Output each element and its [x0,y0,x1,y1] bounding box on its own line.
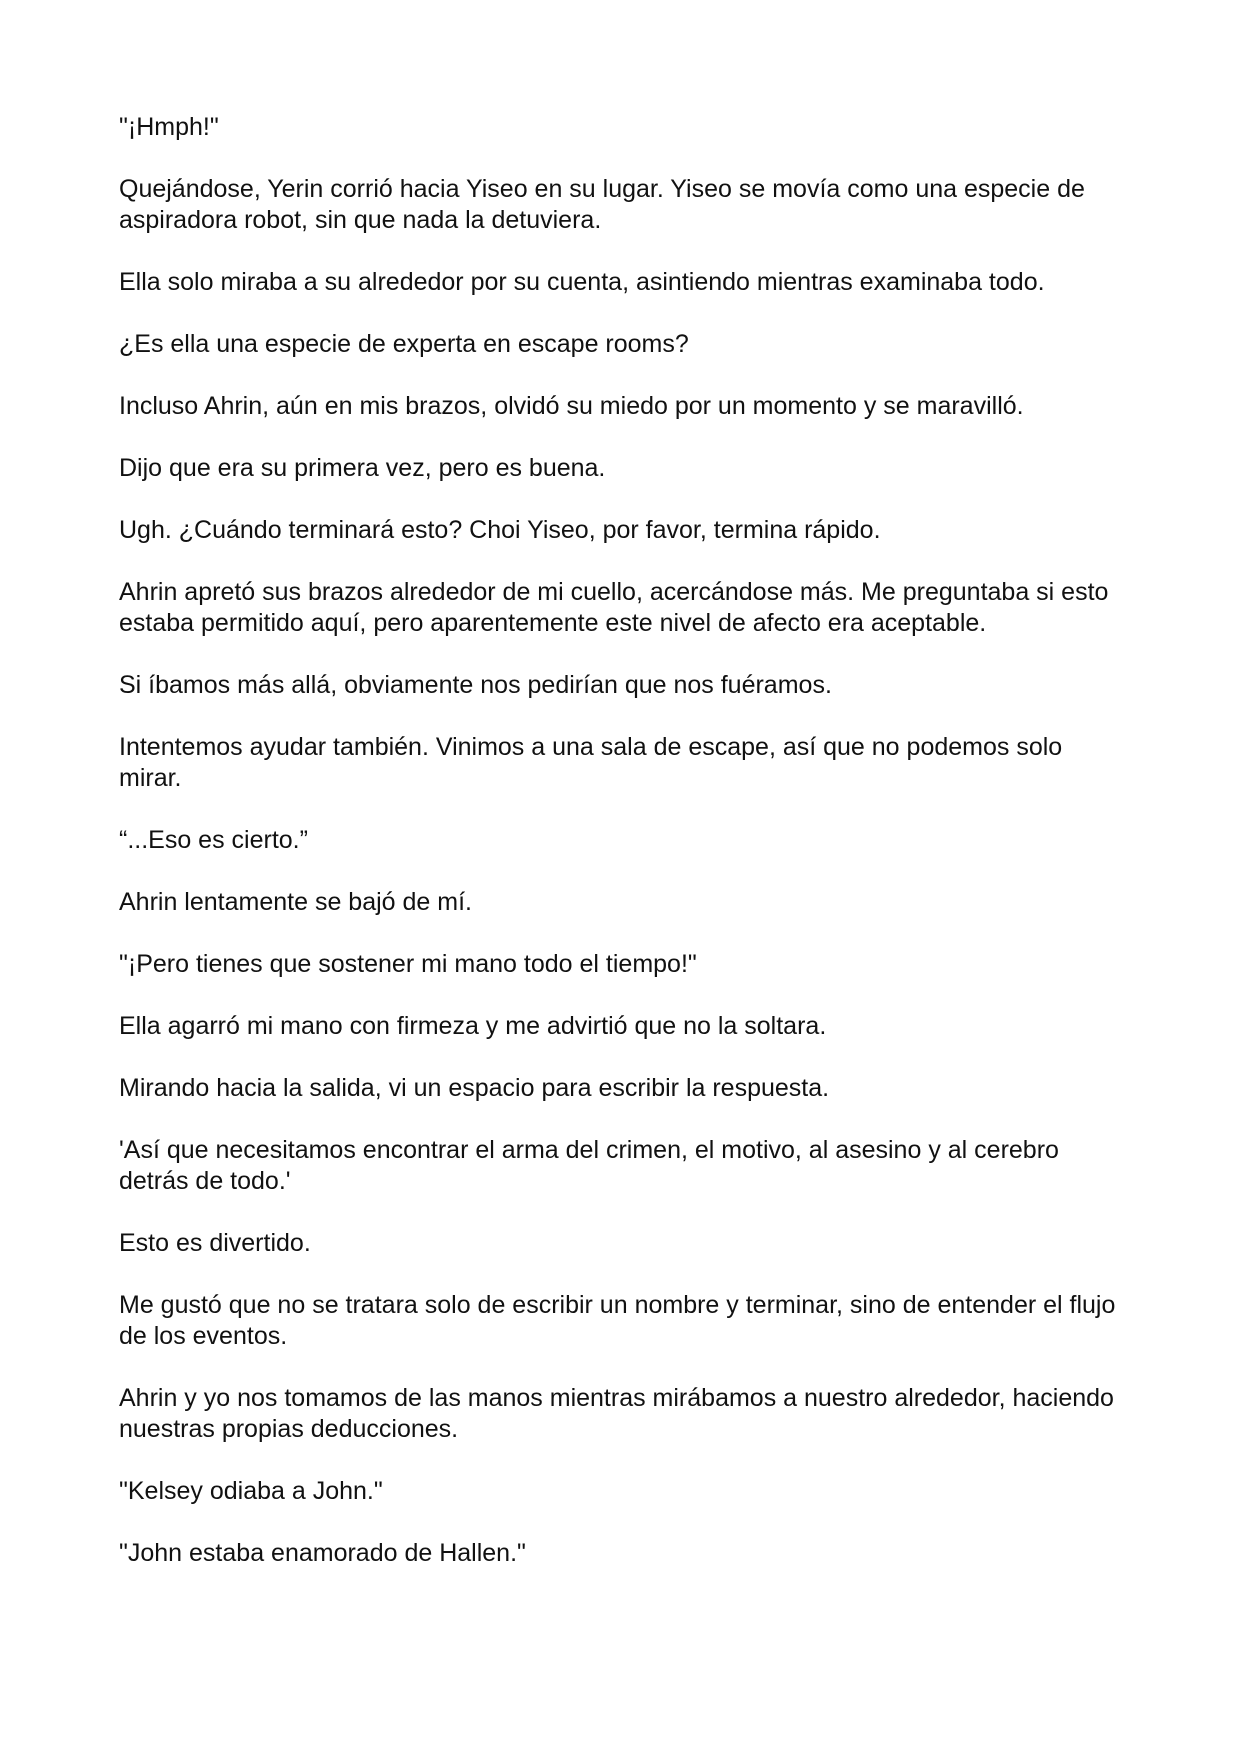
paragraph: Intentemos ayudar también. Vinimos a una sala de escape, así que no podemos solo mirar. [119,733,1063,792]
paragraph: Incluso Ahrin, aún en mis brazos, olvidó su miedo por un momento y se maravilló. [119,392,1024,420]
paragraph: Ella agarró mi mano con firmeza y me advirtió que no la soltara. [119,1012,827,1040]
document-body [119,112,1129,1600]
paragraph: Mirando hacia la salida, vi un espacio para escribir la respuesta. [119,1074,830,1102]
paragraph: Ella solo miraba a su alrededor por su cuenta, asintiendo mientras examinaba todo. [119,268,1045,296]
paragraph: Esto es divertido. [119,1229,311,1257]
paragraph: Ahrin y yo nos tomamos de las manos mientras mirábamos a nuestro alrededor, haciendo nuestras propias deducciones. [119,1384,1114,1443]
paragraph: "¡Hmph!" [119,113,219,141]
paragraph: "Kelsey odiaba a John." [119,1477,383,1505]
paragraph: "John estaba enamorado de Hallen." [119,1539,526,1567]
paragraph: Me gustó que no se tratara solo de escribir un nombre y terminar, sino de entender el flujo de los eventos. [119,1291,1116,1350]
paragraph: “...Eso es cierto.” [119,826,308,854]
paragraph: Ahrin lentamente se bajó de mí. [119,888,472,916]
paragraph: Quejándose, Yerin corrió hacia Yiseo en su lugar. Yiseo se movía como una especie de aspiradora robot, sin que nada la detuviera. [119,175,1085,234]
paragraph: "¡Pero tienes que sostener mi mano todo el tiempo!" [119,950,697,978]
paragraph: Ugh. ¿Cuándo terminará esto? Choi Yiseo, por favor, termina rápido. [119,516,881,544]
paragraph: 'Así que necesitamos encontrar el arma del crimen, el motivo, al asesino y al cerebro detrás de todo.' [119,1136,1059,1195]
paragraph: Ahrin apretó sus brazos alrededor de mi cuello, acercándose más. Me preguntaba si esto estaba permitido aquí, pero aparentemente este nivel de afecto era aceptable. [119,578,1109,637]
paragraph: ¿Es ella una especie de experta en escape rooms? [119,330,689,358]
paragraph: Si íbamos más allá, obviamente nos pedirían que nos fuéramos. [119,671,832,699]
paragraph: Dijo que era su primera vez, pero es buena. [119,454,606,482]
